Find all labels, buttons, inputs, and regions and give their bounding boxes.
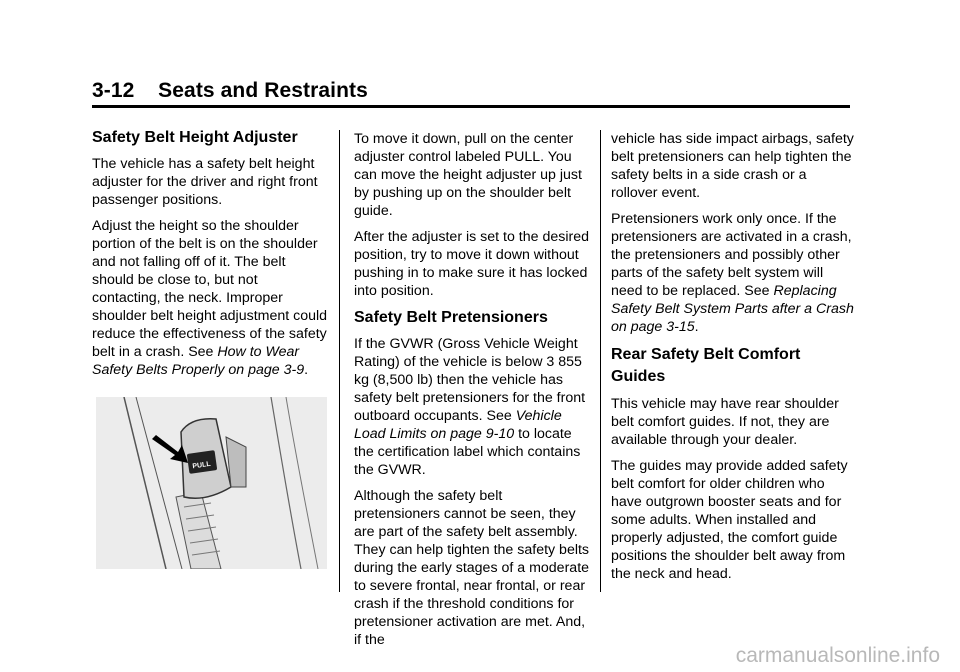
paragraph: The vehicle has a safety belt height adjuster for the driver and right front passenger positions. <box>92 156 318 208</box>
section-heading-pretensioners: Safety Belt Pretensioners <box>354 309 548 326</box>
header-rule <box>92 105 850 108</box>
paragraph: If the GVWR (Gross Vehicle Weight Rating) of the vehicle is below 3 855 kg (8,500 lb) then the vehicle has safety belt pretensioners for the front outboard occupants. See Vehicle Load Limits on page 9-10 to locate the certification label which contains the GVWR. <box>354 336 586 478</box>
page-header <box>92 78 852 104</box>
paragraph: After the adjuster is set to the desired position, try to move it down without pushing in to make sure it has locked into position. <box>354 229 590 299</box>
paragraph: vehicle has side impact airbags, safety belt pretensioners can help tighten the safety belts in a side crash or a rollover event. <box>611 131 854 201</box>
watermark: carmanualsonline.info <box>735 644 940 667</box>
height-adjuster-illustration <box>96 397 327 569</box>
cross-reference-link[interactable]: Replacing Safety Belt System Parts after a Crash on page 3-15 <box>611 283 854 335</box>
paragraph: To move it down, pull on the center adjuster control labeled PULL. You can move the height adjuster up just by pushing up on the shoulder belt guide. <box>354 131 582 219</box>
column-divider-2 <box>600 130 601 592</box>
column-divider-1 <box>339 130 340 592</box>
paragraph: Although the safety belt pretensioners cannot be seen, they are part of the safety belt assembly. They can help tighten the safety belts during the early stages of a moderate to severe frontal, near frontal, or rear crash if the threshold conditions for pretensioner activation are met. And, if the <box>354 488 590 648</box>
illustration-svg <box>96 397 327 569</box>
cross-reference-link[interactable]: Vehicle Load Limits on page 9-10 <box>354 408 562 442</box>
paragraph: This vehicle may have rear shoulder belt comfort guides. If not, they are available through your dealer. <box>611 396 839 448</box>
section-heading-height-adjuster: Safety Belt Height Adjuster <box>92 129 298 146</box>
paragraph: The guides may provide added safety belt comfort for older children who have outgrown booster seats and for some adults. When installed and properly adjusted, the comfort guide positions the shoulder belt away from the neck and head. <box>611 458 848 582</box>
cross-reference-link[interactable]: How to Wear Safety Belts Properly on page 3-9 <box>92 344 305 378</box>
column-1 <box>92 128 330 387</box>
section-heading-comfort-guides: Rear Safety Belt Comfort Guides <box>611 346 801 385</box>
pull-label: PULL <box>192 460 212 471</box>
column-2 <box>354 130 592 657</box>
paragraph: Adjust the height so the shoulder portion of the belt is on the shoulder and not falling off of it. The belt should be close to, but not contacting, the neck. Improper shoulder belt height adjustment could reduce the effectiveness of the safety belt in a crash. See How to Wear Safety Belts Properly on page 3-9. <box>92 218 328 378</box>
paragraph: Pretensioners work only once. If the pretensioners are activated in a crash, the pretensioners and possibly other parts of the safety belt system will need to be replaced. See Replacing Safety Belt System Parts after a Crash on page 3-15. <box>611 211 854 335</box>
page-title: 3-12 Seats and Restraints <box>92 79 368 102</box>
column-3 <box>611 130 856 591</box>
